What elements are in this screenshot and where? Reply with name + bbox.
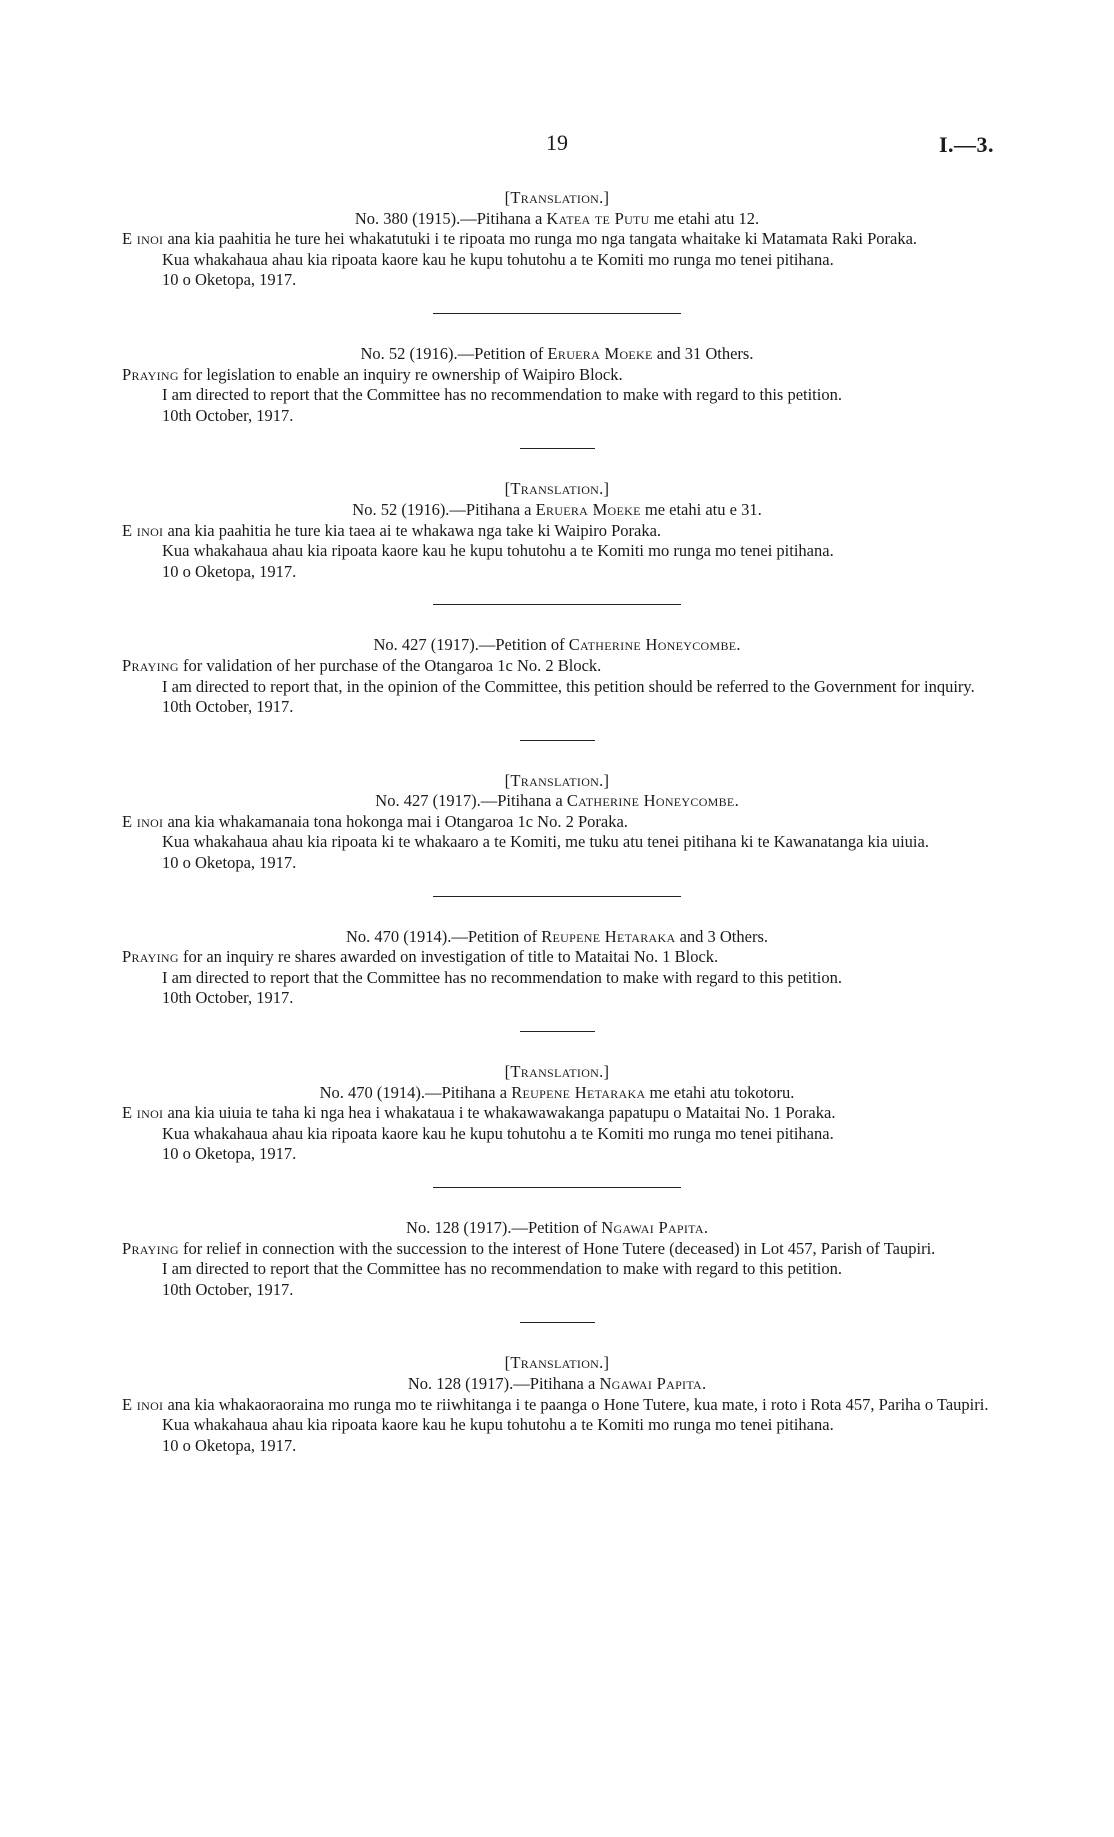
committee-report: Kua whakahaua ahau kia ripoata ki te whakaaro a te Komiti, me tuku atu tenei pitihana ki te Kawanatanga kia uiuia.	[162, 832, 929, 852]
petition-entry	[122, 771, 992, 874]
report-date: 10 o Oketopa, 1917.	[162, 270, 297, 290]
page-reference: I.—3.	[938, 132, 994, 157]
petition-entry	[122, 1353, 992, 1456]
petition-entry	[122, 1218, 992, 1300]
section-divider	[433, 1187, 681, 1188]
petition-prayer: E inoi ana kia whakaoraoraina mo runga mo te riiwhitanga i te paanga o Hone Tutere, kua mate, i roto i Rota 457, Pariha o Taupiri.	[122, 1394, 989, 1414]
petition-entry	[122, 479, 992, 582]
committee-report: I am directed to report that, in the opinion of the Committee, this petition should be referred to the Government for inquiry.	[162, 676, 975, 696]
petition-heading: No. 52 (1916).—Pitihana a Eruera Moeke me etahi atu e 31.	[352, 499, 762, 519]
translation-label: [Translation.]	[504, 188, 610, 207]
petition-heading: No. 470 (1914).—Petition of Reupene Hetaraka and 3 Others.	[345, 926, 769, 946]
petition-prayer: E inoi ana kia uiuia te taha ki nga hea i whakataua i te whakawawakanga papatupu o Mataitai No. 1 Poraka.	[122, 1103, 836, 1123]
petition-heading: No. 380 (1915).—Pitihana a Katea te Putu me etahi atu 12.	[354, 208, 760, 228]
translation-divider	[520, 448, 595, 449]
report-date: 10th October, 1917.	[162, 988, 294, 1008]
report-date: 10 o Oketopa, 1917.	[162, 1435, 297, 1455]
translation-divider	[520, 740, 595, 741]
report-date: 10 o Oketopa, 1917.	[162, 1144, 297, 1164]
petition-heading: No. 52 (1916).—Petition of Eruera Moeke and 31 Others.	[360, 343, 754, 363]
committee-report: I am directed to report that the Committee has no recommendation to make with regard to this petition.	[162, 385, 842, 405]
petition-prayer: Praying for an inquiry re shares awarded on investigation of title to Mataitai No. 1 Block.	[122, 947, 719, 967]
translation-label: [Translation.]	[504, 1353, 610, 1373]
document-page	[122, 110, 992, 1456]
petition-entry	[122, 927, 992, 1009]
committee-report: Kua whakahaua ahau kia ripoata kaore kau he kupu tohutohu a te Komiti mo runga mo tenei pitihana.	[162, 249, 834, 269]
section-divider	[433, 313, 681, 314]
petition-heading: No. 128 (1917).—Petition of Ngawai Papita.	[406, 1218, 708, 1237]
petition-prayer: Praying for relief in connection with the succession to the interest of Hone Tutere (deceased) in Lot 457, Parish of Taupiri.	[122, 1238, 936, 1258]
report-date: 10 o Oketopa, 1917.	[162, 853, 297, 873]
committee-report: I am directed to report that the Committee has no recommendation to make with regard to this petition.	[162, 967, 842, 987]
translation-divider	[520, 1031, 595, 1032]
petition-heading: No. 128 (1917).—Pitihana a Ngawai Papita.	[407, 1373, 707, 1393]
section-divider	[433, 604, 681, 605]
petition-heading: No. 470 (1914).—Pitihana a Reupene Hetaraka me etahi atu tokotoru.	[319, 1082, 795, 1102]
petition-heading: No. 427 (1917).—Petition of Catherine Honeycombe.	[373, 635, 741, 655]
petition-prayer: Praying for legislation to enable an inquiry re ownership of Waipiro Block.	[122, 364, 623, 384]
page-number: 19	[546, 130, 568, 155]
report-date: 10th October, 1917.	[162, 1279, 294, 1299]
petition-entry	[122, 188, 992, 291]
petition-entry	[122, 1062, 992, 1165]
committee-report: I am directed to report that the Committee has no recommendation to make with regard to this petition.	[162, 1259, 842, 1279]
petition-entry	[122, 344, 992, 426]
petition-prayer: E inoi ana kia paahitia he ture hei whakatutuki i te ripoata mo runga mo nga tangata whaitake ki Matamata Raki Poraka.	[122, 229, 918, 249]
section-divider	[433, 896, 681, 897]
translation-label: [Translation.]	[504, 770, 610, 790]
petition-heading: No. 427 (1917).—Pitihana a Catherine Honeycombe.	[375, 791, 739, 811]
petition-entry	[122, 635, 992, 717]
report-date: 10th October, 1917.	[162, 405, 294, 425]
page-header	[122, 110, 994, 157]
committee-report: Kua whakahaua ahau kia ripoata kaore kau he kupu tohutohu a te Komiti mo runga mo tenei pitihana.	[162, 1415, 834, 1435]
report-date: 10th October, 1917.	[162, 697, 294, 717]
petition-prayer: E inoi ana kia whakamanaia tona hokonga mai i Otangaroa 1c No. 2 Poraka.	[122, 811, 628, 831]
report-date: 10 o Oketopa, 1917.	[162, 561, 297, 581]
translation-label: [Translation.]	[504, 1062, 610, 1082]
petition-prayer: E inoi ana kia paahitia he ture kia taea ai te whakawa nga take ki Waipiro Poraka.	[122, 520, 662, 540]
committee-report: Kua whakahaua ahau kia ripoata kaore kau he kupu tohutohu a te Komiti mo runga mo tenei pitihana.	[162, 1123, 834, 1143]
translation-label: [Translation.]	[504, 479, 610, 499]
translation-divider	[520, 1322, 595, 1323]
committee-report: Kua whakahaua ahau kia ripoata kaore kau he kupu tohutohu a te Komiti mo runga mo tenei pitihana.	[162, 541, 834, 561]
petition-prayer: Praying for validation of her purchase of the Otangaroa 1c No. 2 Block.	[122, 655, 602, 675]
